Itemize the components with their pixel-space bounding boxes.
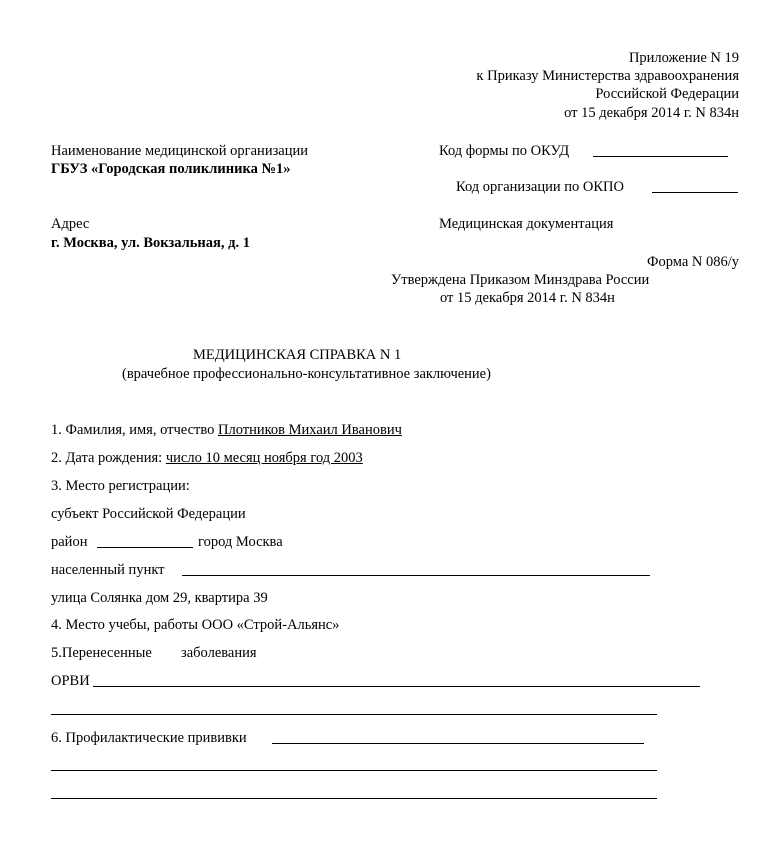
birth-row (51, 449, 363, 467)
organization-name: ГБУЗ «Городская поликлиника №1» (51, 161, 291, 177)
vaccinations-label: 6. Профилактические прививки (51, 730, 247, 746)
vaccinations-field-line-2 (51, 770, 657, 771)
appendix-line-2: к Приказу Министерства здравоохранения (476, 68, 739, 84)
form-number: Форма N 086/у (647, 254, 739, 270)
diseases-field-line-1 (93, 686, 700, 687)
fio-row (51, 421, 402, 439)
street-label: улица Солянка дом 29, квартира 39 (51, 590, 268, 606)
diseases-field-line-2 (51, 714, 657, 715)
fio-label: 1. Фамилия, имя, отчество (51, 422, 215, 438)
medical-documentation-label: Медицинская документация (439, 216, 614, 232)
address-label: Адрес (51, 216, 90, 232)
okpo-label: Код организации по ОКПО (456, 179, 624, 195)
subject-label: субъект Российской Федерации (51, 506, 246, 522)
appendix-line-3: Российской Федерации (595, 86, 739, 102)
appendix-line-1: Приложение N 19 (628, 50, 739, 66)
approved-line-1: Утверждена Приказом Минздрава России (391, 272, 650, 288)
okud-label: Код формы по ОКУД (439, 143, 570, 159)
locality-field-line (182, 575, 650, 576)
registration-label: 3. Место регистрации: (51, 478, 190, 494)
okud-field-line (593, 156, 728, 157)
vaccinations-field-line-3 (51, 798, 657, 799)
approved-line-2: от 15 декабря 2014 г. N 834н (440, 290, 615, 306)
birth-value: число 10 месяц ноября год 2003 (165, 450, 363, 466)
district-field-line (97, 547, 193, 548)
okpo-field-line (652, 192, 738, 193)
certificate-subtitle: (врачебное профессионально-консультативное заключение) (122, 366, 491, 382)
organization-label: Наименование медицинской организации (51, 143, 309, 159)
fio-value: Плотников Михаил Иванович (217, 422, 402, 438)
certificate-title: МЕДИЦИНСКАЯ СПРАВКА N 1 (193, 347, 402, 363)
city-label: город Москва (198, 534, 283, 550)
locality-label: населенный пункт (51, 562, 165, 578)
vaccinations-field-line-1 (272, 743, 644, 744)
diseases-label-part-2: заболевания (181, 645, 257, 661)
district-label: район (51, 534, 88, 550)
address-value: г. Москва, ул. Вокзальная, д. 1 (51, 235, 250, 251)
diseases-value: ОРВИ (51, 673, 90, 689)
birth-label: 2. Дата рождения: (51, 450, 163, 466)
study-work-label: 4. Место учебы, работы ООО «Строй-Альянс» (51, 617, 340, 633)
appendix-line-4: от 15 декабря 2014 г. N 834н (564, 105, 739, 121)
diseases-label-part-1: 5.Перенесенные (51, 645, 152, 661)
